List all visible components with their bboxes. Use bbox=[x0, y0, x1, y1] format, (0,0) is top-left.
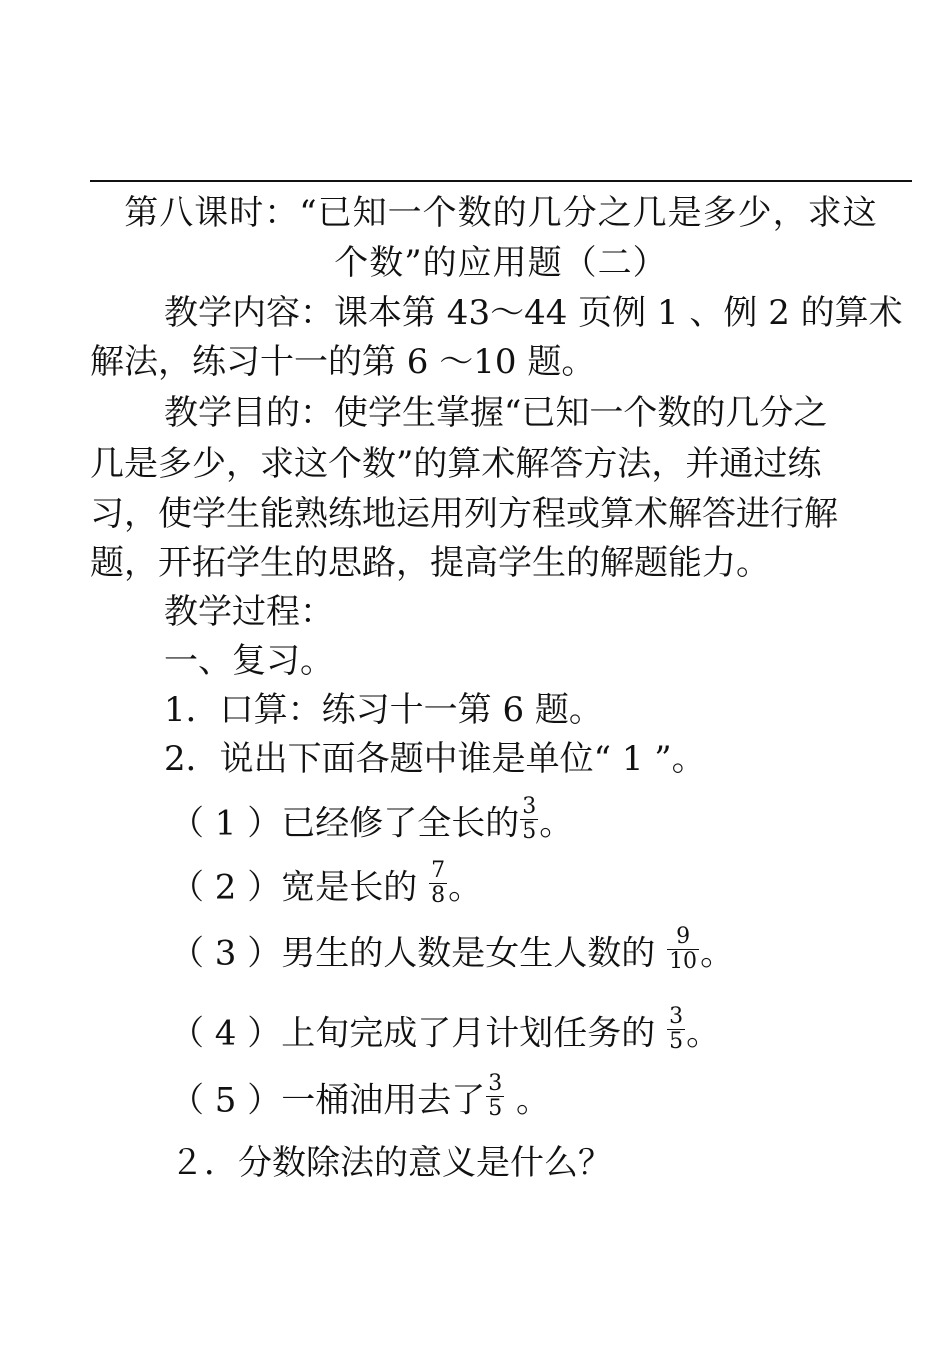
fraction-denominator: 5 bbox=[522, 819, 537, 844]
content-line-2: 解法，练习十一的第 6 ～10 题。 bbox=[90, 342, 596, 382]
question-text: （ 4 ）上旬完成了月计划任务的 bbox=[170, 1013, 667, 1054]
fraction bbox=[486, 1073, 504, 1120]
question-text: （ 3 ）男生的人数是女生人数的 bbox=[170, 933, 667, 974]
review-item-3: ２．分数除法的意义是什么？ bbox=[170, 1143, 612, 1183]
question-tail: 。 bbox=[448, 867, 483, 908]
goal-line-3: 习，使学生能熟练地运用列方程或算术解答进行解 bbox=[90, 494, 838, 534]
question-tail: 。 bbox=[539, 803, 574, 844]
goal-line-1: 教学目的：使学生掌握“已知一个数的几分之 bbox=[164, 393, 828, 433]
fraction-numerator: 3 bbox=[669, 1004, 684, 1029]
fraction bbox=[667, 926, 699, 973]
question-tail: 。 bbox=[700, 933, 735, 974]
question-5 bbox=[170, 1071, 551, 1126]
title-line-1: 第八课时：“已知一个数的几分之几是多少，求这 bbox=[124, 193, 878, 233]
header-rule bbox=[90, 180, 912, 182]
fraction-denominator: 5 bbox=[669, 1029, 684, 1054]
fraction bbox=[667, 1006, 685, 1053]
fraction-numerator: 3 bbox=[522, 794, 537, 819]
fraction-denominator: 10 bbox=[669, 949, 698, 974]
fraction-numerator: 9 bbox=[676, 924, 691, 949]
fraction-denominator: 8 bbox=[431, 883, 446, 908]
question-tail: 。 bbox=[505, 1080, 551, 1121]
question-text: （ 1 ）已经修了全长的 bbox=[170, 803, 520, 844]
fraction-denominator: 5 bbox=[488, 1096, 503, 1121]
fraction-numerator: 3 bbox=[488, 1071, 503, 1096]
content-line-1: 教学内容：课本第 43～44 页例 1 、例 2 的算术 bbox=[164, 293, 903, 333]
review-heading: 一、复习。 bbox=[164, 641, 334, 681]
fraction-numerator: 7 bbox=[431, 858, 446, 883]
title-line-2: 个数”的应用题（二） bbox=[334, 243, 668, 283]
question-1 bbox=[170, 794, 574, 849]
goal-line-2: 几是多少，求这个数”的算术解答方法，并通过练 bbox=[90, 444, 822, 484]
question-text: （ 2 ）宽是长的 bbox=[170, 867, 429, 908]
question-3 bbox=[170, 924, 735, 979]
question-2 bbox=[170, 858, 483, 913]
question-text: （ 5 ）一桶油用去了 bbox=[170, 1080, 486, 1121]
question-4 bbox=[170, 1004, 721, 1059]
question-tail: 。 bbox=[686, 1013, 721, 1054]
review-item-1: 1．口算：练习十一第 6 题。 bbox=[164, 690, 603, 730]
process-heading: 教学过程： bbox=[164, 592, 334, 632]
fraction bbox=[429, 860, 447, 907]
goal-line-4: 题，开拓学生的思路，提高学生的解题能力。 bbox=[90, 543, 770, 583]
fraction bbox=[520, 796, 538, 843]
review-item-2: 2．说出下面各题中谁是单位“ 1 ”。 bbox=[164, 739, 706, 779]
